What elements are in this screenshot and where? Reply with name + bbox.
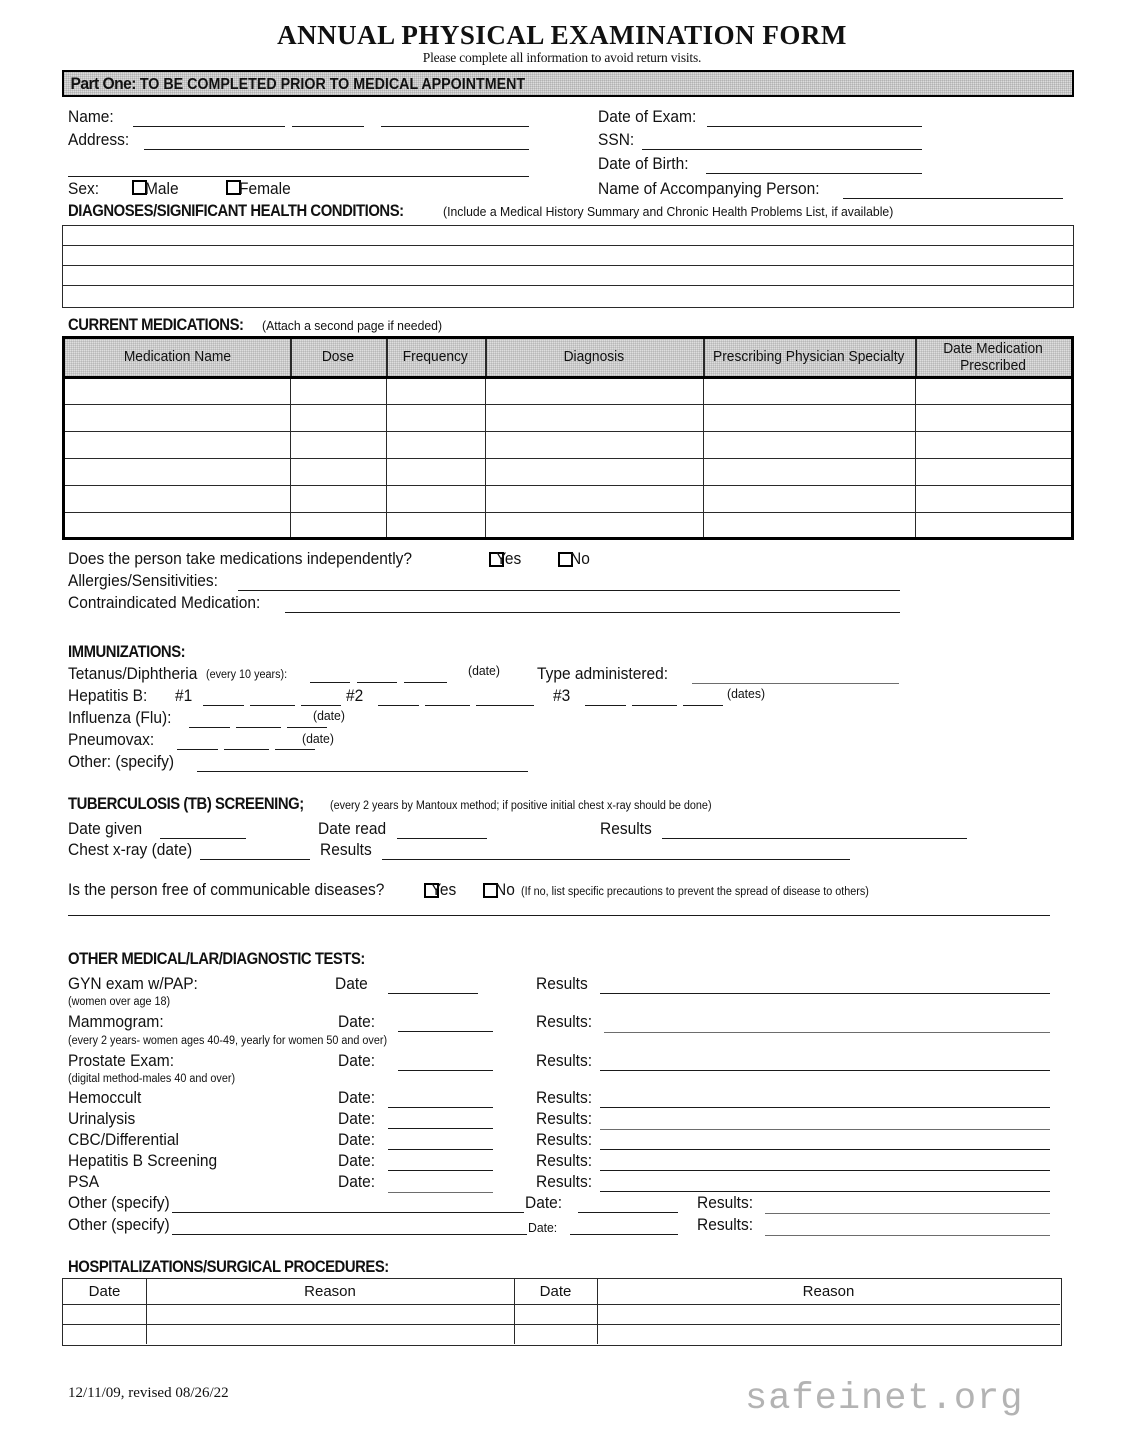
hosp-col-date-2: Date (539, 1283, 572, 1300)
contraindicated-label: Contraindicated Medication: (68, 594, 261, 612)
communicable-yes-label: Yes (431, 881, 457, 899)
communicable-precautions-line[interactable] (68, 915, 1050, 916)
ssn-field-line[interactable] (642, 149, 922, 150)
ssn-label: SSN: (598, 131, 635, 149)
communicable-note: (If no, list specific precautions to prevent the spread of disease to others) (521, 886, 869, 898)
hepatitis-b-dates-note: (dates) (727, 686, 766, 701)
psa-date-label: Date: (338, 1173, 376, 1191)
influenza-date-note: (date) (313, 708, 345, 723)
diagnoses-heading: DIAGNOSES/SIGNIFICANT HEALTH CONDITIONS: (68, 202, 404, 220)
hepatitis-screening-date-line[interactable] (388, 1170, 493, 1171)
part-one-banner (62, 70, 1074, 97)
footer-revision-date: 12/11/09, revised 08/26/22 (68, 1385, 229, 1401)
watermark: safeinet.org (745, 1378, 1024, 1420)
prostate-exam-date-line[interactable] (398, 1070, 493, 1071)
hepatitis-b-dose3-line-2[interactable] (632, 705, 677, 706)
psa-date-line[interactable] (388, 1192, 493, 1193)
type-administered-label: Type administered: (537, 665, 669, 683)
mammogram-sub: (every 2 years- women ages 40-49, yearly for women 50 and over) (68, 1035, 388, 1047)
sex-female-label: Female (239, 180, 291, 198)
hosp-col-sep (514, 1279, 515, 1344)
medications-col-dose (290, 339, 386, 376)
other-specify-date-line-2[interactable] (570, 1234, 678, 1235)
gyn-exam-date-label: Date (335, 975, 368, 993)
contraindicated-field-line[interactable] (285, 612, 900, 613)
medications-col-label: Date Medication Prescribed (943, 340, 1043, 374)
cbc-date-label: Date: (338, 1131, 376, 1149)
address-field-line-2[interactable] (68, 176, 529, 177)
medications-col-medication-name (65, 339, 290, 376)
immunizations-other-label: Other: (specify) (68, 753, 175, 771)
date-of-exam-field-line[interactable] (707, 126, 922, 127)
hosp-col-sep (146, 1279, 147, 1344)
medications-col-date-prescribed (915, 339, 1071, 376)
name-field-line-3[interactable] (381, 126, 529, 127)
tb-date-given-label: Date given (68, 820, 143, 838)
medications-table[interactable] (62, 336, 1074, 540)
medications-body-sep (915, 379, 916, 537)
other-tests-heading: OTHER MEDICAL/LAR/DIAGNOSTIC TESTS: (68, 950, 365, 968)
immunizations-heading: IMMUNIZATIONS: (68, 643, 186, 661)
medications-col-frequency (386, 339, 485, 376)
tetanus-date-line-3[interactable] (404, 682, 447, 683)
mammogram-date-line[interactable] (398, 1031, 493, 1032)
communicable-no-label: No (495, 881, 515, 899)
medications-row-divider (65, 404, 1071, 405)
part-one-label: Part One: (70, 73, 136, 93)
gyn-exam-results-line[interactable] (600, 993, 1050, 994)
sex-label: Sex: (68, 180, 100, 198)
cbc-label: CBC/Differential (68, 1131, 179, 1149)
diagnoses-box[interactable] (62, 225, 1074, 308)
medications-body-sep (386, 379, 387, 537)
tetanus-date-line-2[interactable] (357, 682, 397, 683)
hosp-col-sep (597, 1279, 598, 1344)
mammogram-date-label: Date: (338, 1013, 376, 1031)
hepatitis-b-dose3-label: #3 (553, 687, 571, 705)
tb-results-label: Results (600, 820, 652, 838)
hosp-col-reason-2: Reason (802, 1283, 855, 1300)
hepatitis-screening-results-label: Results: (536, 1152, 593, 1170)
urinalysis-results-line[interactable] (600, 1129, 1050, 1130)
hosp-col-reason-1: Reason (304, 1283, 356, 1300)
medications-header-sep (386, 339, 388, 376)
tuberculosis-heading: TUBERCULOSIS (TB) SCREENING; (68, 795, 304, 813)
influenza-date-line-1[interactable] (189, 727, 230, 728)
medications-body-sep (290, 379, 291, 537)
hepatitis-b-dose2-line-3[interactable] (476, 705, 534, 706)
communicable-question: Is the person free of communicable diseases? (68, 881, 385, 899)
hemoccult-results-label: Results: (536, 1089, 593, 1107)
prostate-exam-date-label: Date: (338, 1052, 376, 1070)
medications-col-label: Diagnosis (563, 349, 625, 365)
hepatitis-b-label: Hepatitis B: (68, 687, 148, 705)
hemoccult-date-line[interactable] (388, 1107, 493, 1108)
medications-independent-no-label: No (570, 550, 590, 568)
other-specify-field-line-2[interactable] (172, 1234, 527, 1235)
pneumovax-date-line-2[interactable] (224, 749, 269, 750)
prostate-exam-sub: (digital method-males 40 and over) (68, 1073, 236, 1085)
hepatitis-b-dose2-label: #2 (346, 687, 364, 705)
date-of-birth-label: Date of Birth: (598, 155, 689, 173)
tb-date-read-field-line[interactable] (397, 838, 487, 839)
urinalysis-date-line[interactable] (388, 1128, 493, 1129)
cbc-date-line[interactable] (388, 1149, 493, 1150)
address-label: Address: (68, 131, 130, 149)
psa-label: PSA (68, 1173, 100, 1191)
urinalysis-results-label: Results: (536, 1110, 593, 1128)
pneumovax-date-line-1[interactable] (177, 749, 218, 750)
medications-col-prescribing-physician (703, 339, 915, 376)
hepatitis-screening-results-line[interactable] (600, 1170, 1050, 1171)
influenza-date-line-3[interactable] (287, 727, 327, 728)
medications-independent-yes-label: Yes (496, 550, 522, 568)
tb-results-field-line[interactable] (662, 838, 967, 839)
chest-xray-field-line[interactable] (200, 859, 310, 860)
part-one-description: TO BE COMPLETED PRIOR TO MEDICAL APPOINTMENT (139, 75, 526, 93)
hosp-col-date-1: Date (88, 1283, 121, 1300)
hosp-row-divider (63, 1324, 1060, 1325)
other-specify-results-line-1[interactable] (765, 1213, 1050, 1214)
influenza-date-line-2[interactable] (236, 727, 281, 728)
hospitalizations-heading: HOSPITALIZATIONS/SURGICAL PROCEDURES: (68, 1258, 389, 1276)
date-of-exam-label: Date of Exam: (598, 108, 697, 126)
other-specify-results-line-2[interactable] (765, 1235, 1050, 1236)
urinalysis-date-label: Date: (338, 1110, 376, 1128)
medications-col-label: Medication Name (123, 349, 232, 365)
gyn-exam-sub: (women over age 18) (68, 996, 171, 1008)
hepatitis-b-dose3-line-3[interactable] (683, 705, 723, 706)
mammogram-results-line[interactable] (604, 1032, 1050, 1033)
hepatitis-b-dose2-line-1[interactable] (378, 705, 419, 706)
gyn-exam-date-line[interactable] (388, 993, 478, 994)
medications-col-diagnosis (485, 339, 703, 376)
immunizations-other-field-line[interactable] (197, 771, 528, 772)
pneumovax-date-line-3[interactable] (275, 749, 315, 750)
medications-header-sep (915, 339, 917, 376)
address-field-line-1[interactable] (144, 149, 529, 150)
medications-row-divider (65, 512, 1071, 513)
cbc-results-line[interactable] (600, 1149, 1050, 1150)
medications-independent-question: Does the person take medications independently? (68, 550, 413, 568)
hemoccult-date-label: Date: (338, 1089, 376, 1107)
prostate-exam-results-line[interactable] (600, 1070, 1050, 1071)
hepatitis-b-dose2-line-2[interactable] (425, 705, 470, 706)
hemoccult-results-line[interactable] (600, 1107, 1050, 1108)
other-specify-label-2: Other (specify) (68, 1216, 170, 1234)
influenza-label: Influenza (Flu): (68, 709, 172, 727)
tetanus-date-line-1[interactable] (310, 682, 350, 683)
gyn-exam-label: GYN exam w/PAP: (68, 975, 198, 993)
page-title: ANNUAL PHYSICAL EXAMINATION FORM (277, 20, 847, 50)
medications-header-sep (703, 339, 705, 376)
medications-row-divider (65, 485, 1071, 486)
chest-xray-label: Chest x-ray (date) (68, 841, 193, 859)
diagnoses-row-divider (63, 245, 1073, 246)
chest-xray-results-field-line[interactable] (382, 859, 850, 860)
sex-male-label: Male (145, 180, 179, 198)
other-specify-results-label-2: Results: (697, 1216, 754, 1234)
date-of-birth-field-line[interactable] (706, 173, 922, 174)
medications-body-sep (485, 379, 486, 537)
medications-heading: CURRENT MEDICATIONS: (68, 316, 244, 334)
other-specify-results-label-1: Results: (697, 1194, 754, 1212)
medications-body-sep (703, 379, 704, 537)
diagnoses-row-divider (63, 285, 1073, 286)
page-subtitle: Please complete all information to avoid return visits. (422, 50, 702, 65)
other-specify-field-line-1[interactable] (172, 1212, 524, 1213)
medications-col-label: Frequency (402, 349, 469, 365)
diagnoses-note: (Include a Medical History Summary and Chronic Health Problems List, if available) (443, 204, 894, 219)
name-field-line-1[interactable] (133, 126, 285, 127)
prostate-exam-results-label: Results: (536, 1052, 593, 1070)
chest-xray-results-label: Results (320, 841, 372, 859)
hepatitis-screening-date-label: Date: (338, 1152, 376, 1170)
diagnoses-row-divider (63, 265, 1073, 266)
allergies-field-line[interactable] (238, 590, 900, 591)
cbc-results-label: Results: (536, 1131, 593, 1149)
medications-col-label: Prescribing Physician Specialty (713, 349, 905, 365)
mammogram-label: Mammogram: (68, 1013, 164, 1031)
medications-header-sep (485, 339, 487, 376)
hosp-header-divider (63, 1304, 1060, 1305)
name-field-line-2[interactable] (292, 126, 364, 127)
tetanus-date-note: (date) (468, 663, 500, 678)
pneumovax-date-note: (date) (302, 731, 334, 746)
tuberculosis-note: (every 2 years by Mantoux method; if positive initial chest x-ray should be done) (330, 800, 712, 812)
tetanus-note: (every 10 years): (206, 669, 288, 681)
prostate-exam-label: Prostate Exam: (68, 1052, 175, 1070)
accompanying-person-label: Name of Accompanying Person: (598, 180, 820, 198)
psa-results-line[interactable] (600, 1191, 1050, 1192)
gyn-exam-results-label: Results (536, 975, 588, 993)
hepatitis-b-dose1-line-1[interactable] (203, 705, 244, 706)
tb-date-read-label: Date read (318, 820, 387, 838)
tetanus-label: Tetanus/Diphtheria (68, 665, 198, 683)
psa-results-label: Results: (536, 1173, 593, 1191)
mammogram-results-label: Results: (536, 1013, 593, 1031)
other-specify-label-1: Other (specify) (68, 1194, 170, 1212)
allergies-label: Allergies/Sensitivities: (68, 572, 218, 590)
medications-col-label: Dose (321, 349, 355, 365)
other-specify-date-line-1[interactable] (578, 1212, 678, 1213)
hepatitis-b-dose1-line-3[interactable] (301, 705, 341, 706)
part-one-banner-text (64, 74, 525, 94)
medications-note: (Attach a second page if needed) (262, 318, 443, 333)
other-specify-date-label-1: Date: (525, 1194, 563, 1212)
hospitalizations-table[interactable] (62, 1278, 1062, 1346)
accompanying-person-field-line[interactable] (843, 198, 1063, 199)
hemoccult-label: Hemoccult (68, 1089, 142, 1107)
tb-date-given-field-line[interactable] (160, 838, 246, 839)
medications-row-divider (65, 458, 1071, 459)
hepatitis-b-dose1-label: #1 (175, 687, 193, 705)
hepatitis-b-dose3-line-1[interactable] (585, 705, 626, 706)
name-label: Name: (68, 108, 114, 126)
pneumovax-label: Pneumovax: (68, 731, 155, 749)
medications-header-sep (290, 339, 292, 376)
hepatitis-screening-label: Hepatitis B Screening (68, 1152, 218, 1170)
medications-row-divider (65, 431, 1071, 432)
type-administered-field-line[interactable] (692, 683, 899, 684)
other-specify-date-label-2: Date: (528, 1220, 558, 1235)
hepatitis-b-dose1-line-2[interactable] (250, 705, 295, 706)
urinalysis-label: Urinalysis (68, 1110, 136, 1128)
